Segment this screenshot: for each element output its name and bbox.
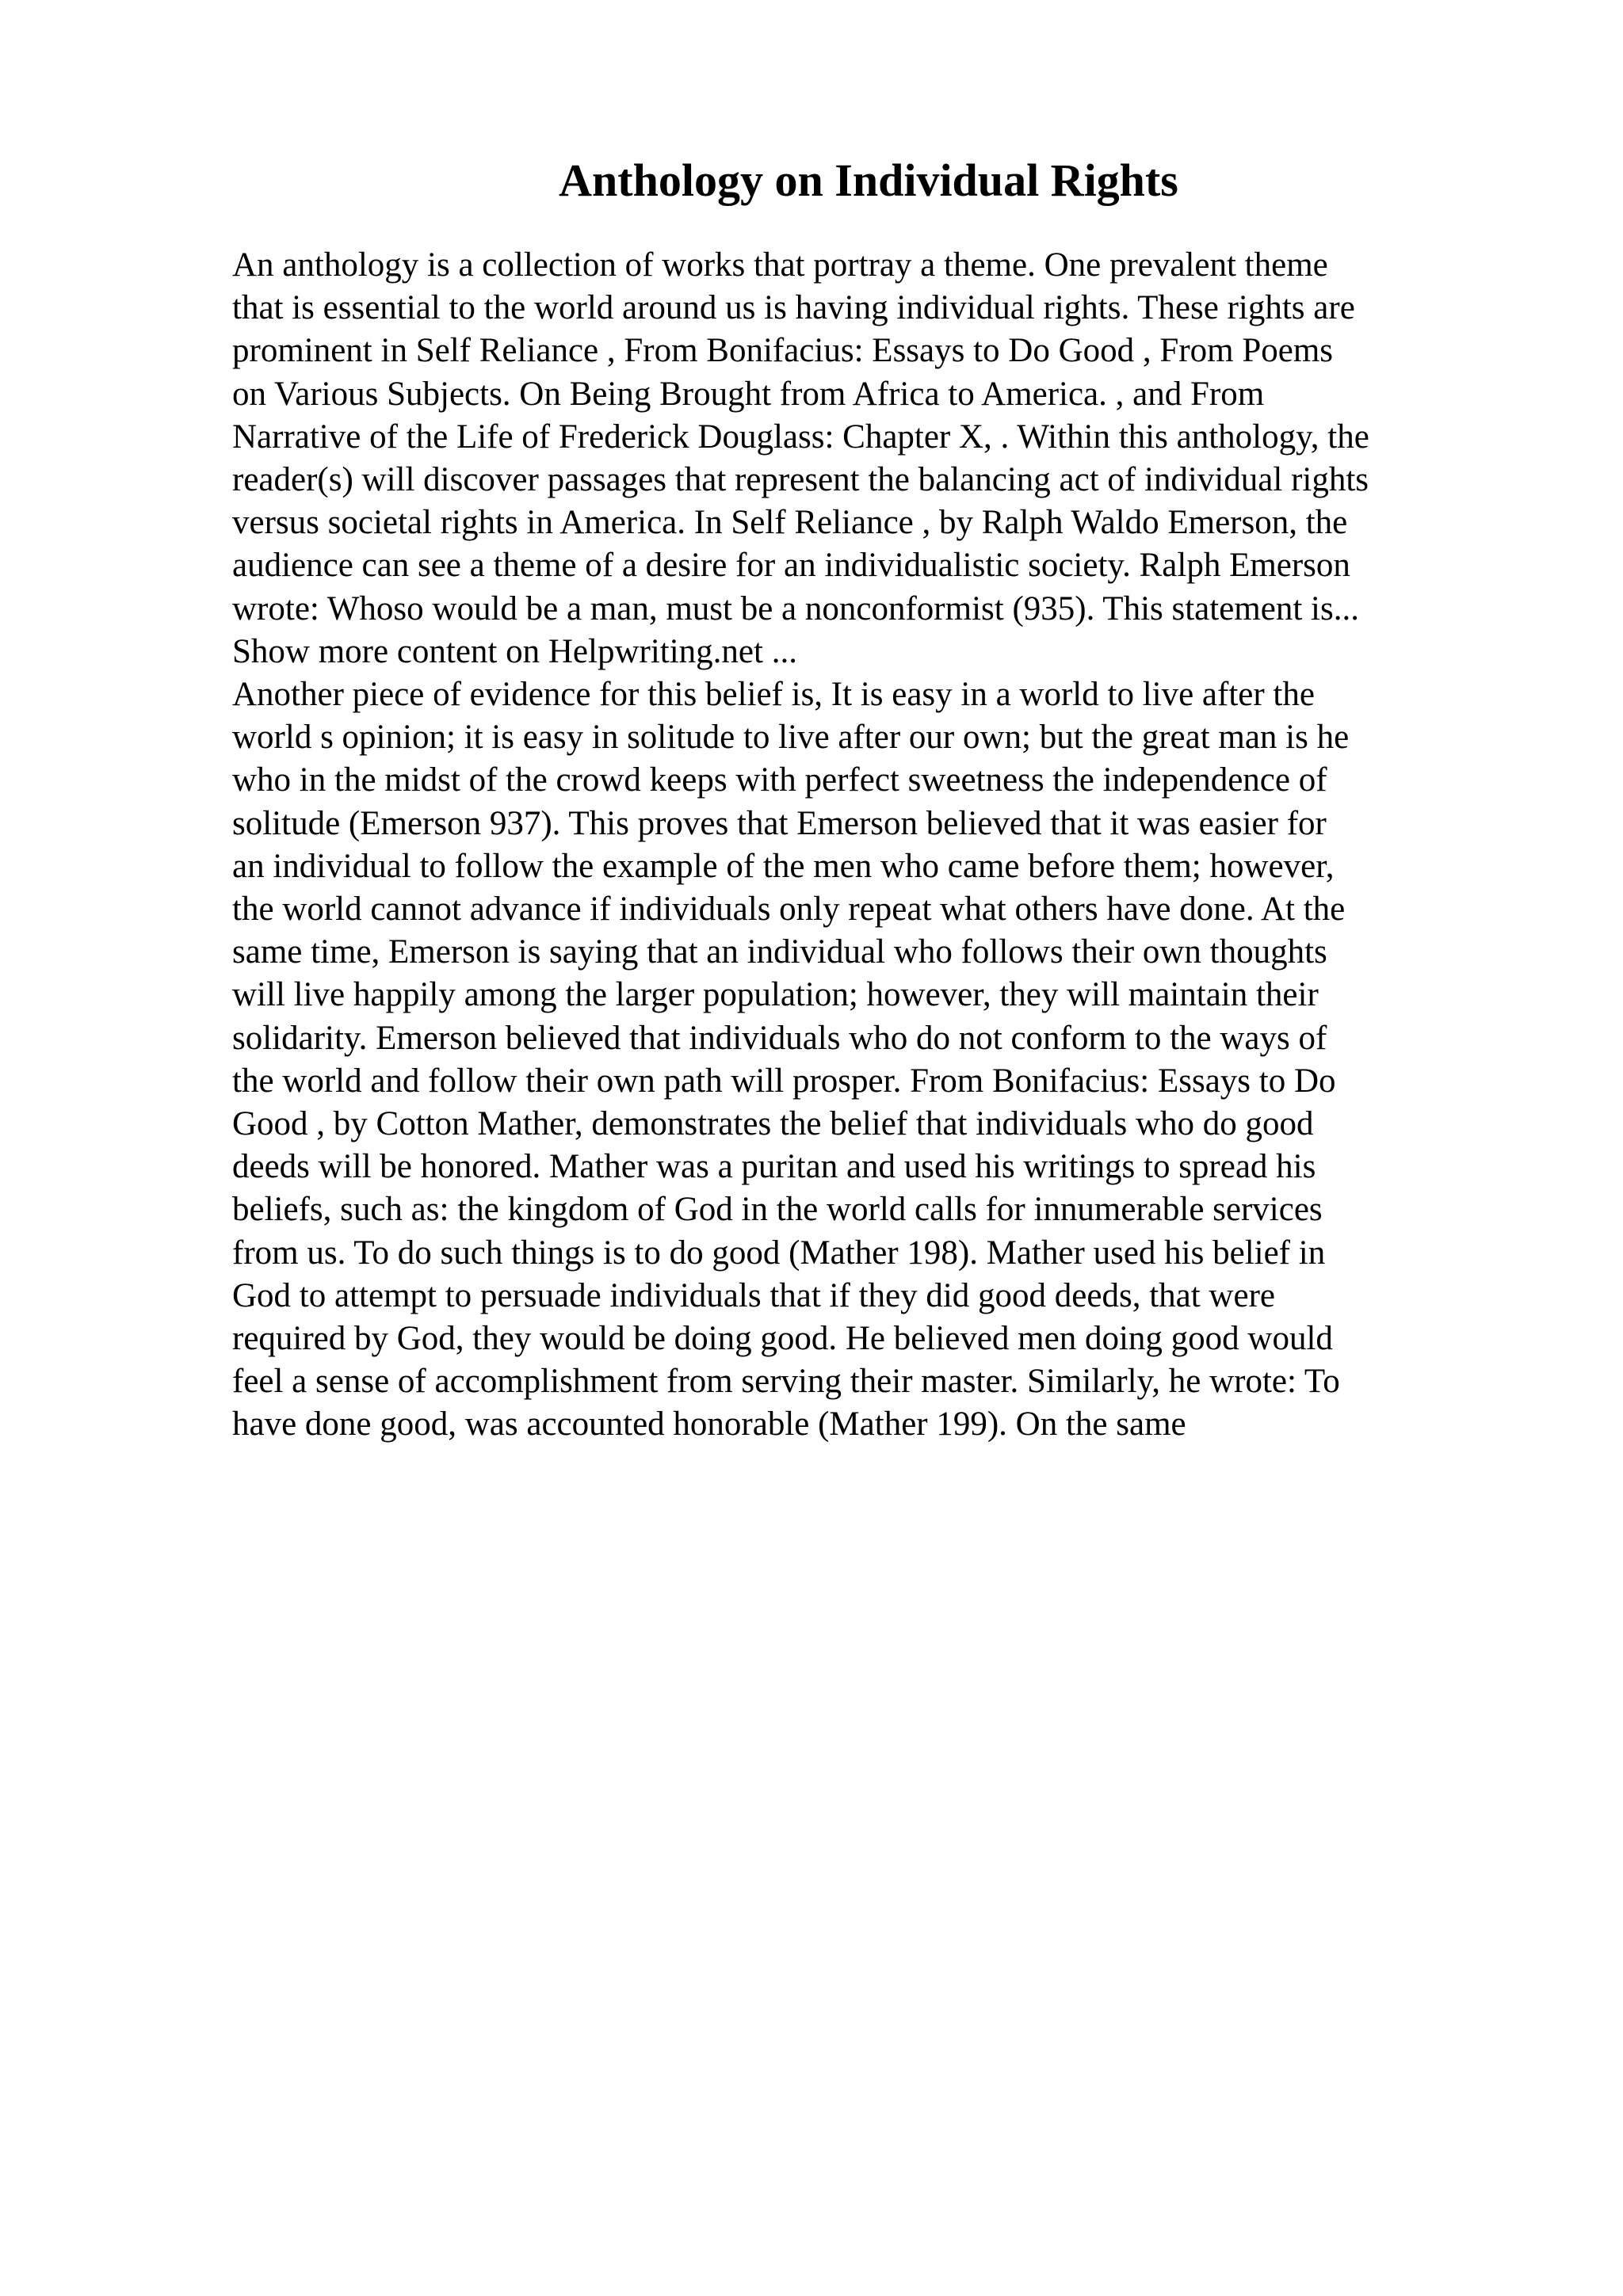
body-line: that is essential to the world around us is having individual rights. These rights are bbox=[232, 289, 1355, 327]
body-line: from us. To do such things is to do good (Mather 198). Mather used his belief in bbox=[232, 1234, 1326, 1272]
body-line: God to attempt to persuade individuals that if they did good deeds, that were bbox=[232, 1276, 1275, 1314]
body-line: the world cannot advance if individuals only repeat what others have done. At the bbox=[232, 891, 1346, 929]
body-line: versus societal rights in America. In Self Reliance , by Ralph Waldo Emerson, the bbox=[232, 504, 1348, 542]
body-line: will live happily among the larger population; however, they will maintain their bbox=[232, 976, 1319, 1014]
show-more-line: Show more content on Helpwriting.net ... bbox=[232, 632, 797, 670]
body-line: beliefs, such as: the kingdom of God in the world calls for innumerable services bbox=[232, 1191, 1323, 1229]
document-body bbox=[232, 244, 1516, 1447]
body-line: have done good, was accounted honorable (Mather 199). On the same bbox=[232, 1405, 1186, 1444]
body-line: deeds will be honored. Mather was a puritan and used his writings to spread his bbox=[232, 1148, 1316, 1186]
body-line: solitude (Emerson 937). This proves that Emerson believed that it was easier for bbox=[232, 804, 1327, 842]
body-line: the world and follow their own path will prosper. From Bonifacius: Essays to Do bbox=[232, 1062, 1336, 1100]
body-line: prominent in Self Reliance , From Bonifacius: Essays to Do Good , From Poems bbox=[232, 332, 1334, 370]
body-line: Another piece of evidence for this belief is, It is easy in a world to live after the bbox=[232, 676, 1315, 714]
body-line: reader(s) will discover passages that represent the balancing act of individual rights bbox=[232, 461, 1369, 499]
body-line: an individual to follow the example of the men who came before them; however, bbox=[232, 847, 1335, 885]
body-line: solidarity. Emerson believed that individuals who do not conform to the ways of bbox=[232, 1019, 1327, 1057]
body-line: feel a sense of accomplishment from serving their master. Similarly, he wrote: To bbox=[232, 1363, 1340, 1401]
body-line: wrote: Whoso would be a man, must be a nonconformist (935). This statement is... bbox=[232, 589, 1359, 627]
body-line: audience can see a theme of a desire for an individualistic society. Ralph Emerson bbox=[232, 547, 1350, 585]
body-line: on Various Subjects. On Being Brought from Africa to America. , and From bbox=[232, 375, 1265, 413]
body-line: required by God, they would be doing good. He believed men doing good would bbox=[232, 1320, 1333, 1358]
body-line: Narrative of the Life of Frederick Douglass: Chapter X, . Within this anthology, the bbox=[232, 418, 1369, 456]
body-line: who in the midst of the crowd keeps with perfect sweetness the independence of bbox=[232, 761, 1327, 799]
body-line: An anthology is a collection of works that portray a theme. One prevalent theme bbox=[232, 246, 1328, 284]
body-line: Good , by Cotton Mather, demonstrates the belief that individuals who do good bbox=[232, 1105, 1314, 1143]
body-line: world s opinion; it is easy in solitude to live after our own; but the great man is he bbox=[232, 719, 1350, 757]
body-line: same time, Emerson is saying that an individual who follows their own thoughts bbox=[232, 933, 1327, 971]
document-title: Anthology on Individual Rights bbox=[559, 154, 1178, 206]
